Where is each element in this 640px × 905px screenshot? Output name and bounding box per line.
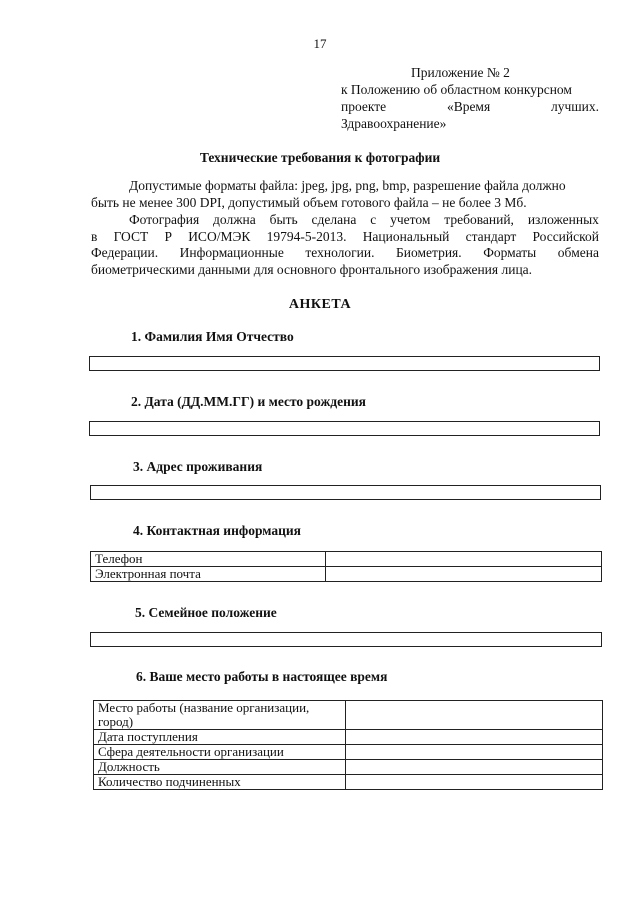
text-line <box>91 212 599 229</box>
position-input-cell[interactable] <box>346 760 603 775</box>
start-date-input-cell[interactable] <box>346 730 603 745</box>
text-line: быть не менее 300 DPI, допустимый объем готового файла – не более 3 Мб. <box>91 194 527 210</box>
word: Информационные <box>179 245 284 260</box>
appendix-word: проекте <box>341 99 387 114</box>
word: Форматы <box>483 245 537 260</box>
appendix-line-1: Приложение № 2 <box>411 65 510 80</box>
phone-input-cell[interactable] <box>326 552 602 567</box>
appendix-line-2: к Положению об областном конкурсном <box>341 82 572 97</box>
text-line: биометрическими данными для основного фронтального изображения лица. <box>91 261 533 277</box>
full-name-field[interactable] <box>89 356 600 371</box>
section-4-title: 4. Контактная информация <box>133 523 301 538</box>
word: Федерации. <box>91 245 159 260</box>
contact-label-phone: Телефон <box>91 552 326 567</box>
word: стандарт <box>465 228 517 244</box>
appendix-line-4: Здравоохранение» <box>341 116 447 131</box>
table-row <box>94 745 603 760</box>
address-field[interactable] <box>90 485 601 500</box>
appendix-word: «Время <box>446 99 491 114</box>
word: ИСО/МЭК <box>188 228 251 244</box>
word: Фотография <box>129 212 200 227</box>
subordinates-input-cell[interactable] <box>346 775 603 790</box>
work-table <box>93 700 603 790</box>
section-3-title: 3. Адрес проживания <box>133 459 263 474</box>
word: обмена <box>557 245 599 260</box>
word: Российской <box>532 228 599 244</box>
word: быть <box>269 212 298 227</box>
section-5-title: 5. Семейное положение <box>135 605 277 620</box>
table-row <box>94 775 603 790</box>
word: требований, <box>444 212 514 227</box>
section-1-title: 1. Фамилия Имя Отчество <box>131 329 294 344</box>
table-row <box>94 730 603 745</box>
table-row <box>91 567 602 582</box>
email-input-cell[interactable] <box>326 567 602 582</box>
appendix-header <box>341 64 599 132</box>
appendix-word: лучших. <box>550 99 599 114</box>
text-line <box>91 245 599 262</box>
work-label-subordinates: Количество подчиненных <box>94 775 346 790</box>
table-row <box>94 701 603 730</box>
word: 19794-5-2013. <box>266 228 347 244</box>
word: сделана <box>311 212 357 227</box>
section-2-title: 2. Дата (ДД.ММ.ГГ) и место рождения <box>131 394 366 409</box>
word: должна <box>213 212 256 227</box>
word: технологии. <box>305 245 375 260</box>
tech-paragraph-2 <box>91 212 599 278</box>
section-6-title: 6. Ваше место работы в настоящее время <box>136 669 388 684</box>
field-input-cell[interactable] <box>346 745 603 760</box>
word: Национальный <box>362 228 450 244</box>
page-number: 17 <box>313 36 327 51</box>
anketa-title: АНКЕТА <box>288 297 352 312</box>
word: учетом <box>390 212 431 227</box>
word: ГОСТ <box>113 228 149 244</box>
tech-paragraph-1 <box>91 178 599 211</box>
contact-label-email: Электронная почта <box>91 567 326 582</box>
marital-status-field[interactable] <box>90 632 602 647</box>
table-row <box>91 552 602 567</box>
work-label-field: Сфера деятельности организации <box>94 745 346 760</box>
work-label-start-date: Дата поступления <box>94 730 346 745</box>
organization-input-cell[interactable] <box>346 701 603 730</box>
word: изложенных <box>527 212 599 227</box>
word: в <box>91 228 98 244</box>
word: с <box>370 212 377 227</box>
word: Р <box>164 228 172 244</box>
text-line: Допустимые форматы файла: jpeg, jpg, png, bmp, разрешение файла должно <box>129 178 566 193</box>
text-line <box>91 229 599 246</box>
work-label-organization: Место работы (название организации, город) <box>94 701 346 730</box>
work-label-position: Должность <box>94 760 346 775</box>
table-row <box>94 760 603 775</box>
birth-date-place-field[interactable] <box>89 421 600 436</box>
appendix-line-3 <box>341 98 599 115</box>
tech-requirements-title: Технические требования к фотографии <box>199 150 441 165</box>
contact-table <box>90 551 602 582</box>
word: Биометрия. <box>396 245 462 260</box>
